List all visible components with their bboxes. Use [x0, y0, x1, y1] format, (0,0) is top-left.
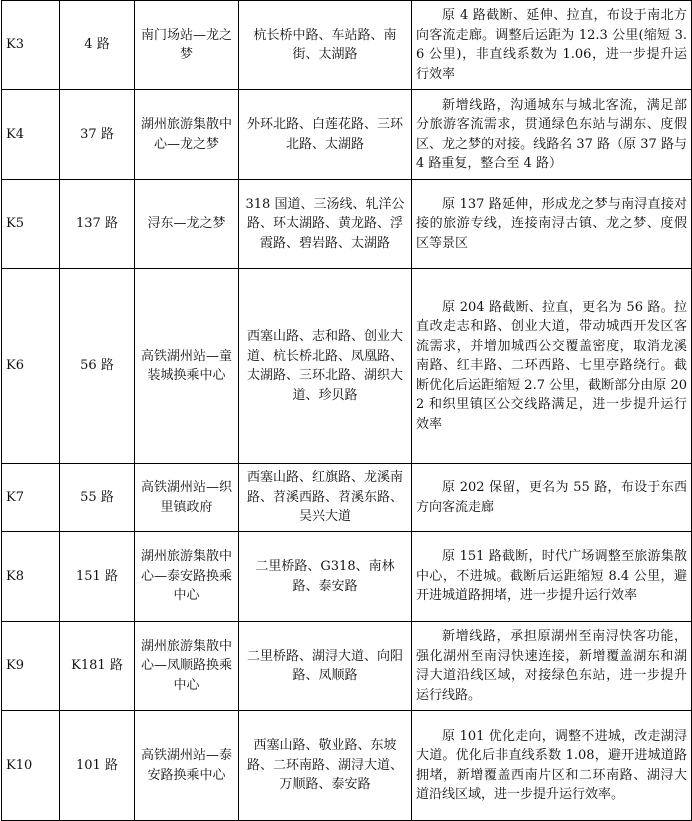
route-line-cell: K181 路 — [60, 622, 135, 711]
table-row — [2, 90, 692, 180]
route-terminals-cell: 湖州旅游集散中心—泰安路换乘中心 — [135, 532, 239, 622]
route-roads-cell: 318 国道、三汤线、轧洋公路、环太湖路、黄龙路、浮霞路、碧岩路、太湖路 — [239, 180, 412, 269]
route-description-cell: 原 101 优化走向，调整不进城，改走湖浔大道。优化后非直线系数 1.08，避开进城道路拥堵，新增覆盖西南片区和二环南路、湖浔大道沿线区域，进一步提升运行效率。 — [412, 711, 692, 821]
route-description-cell: 原 202 保留，更名为 55 路，布设于东西方向客流走廊 — [412, 464, 692, 532]
route-roads-cell: 二里桥路、G318、南林路、泰安路 — [239, 532, 412, 622]
route-terminals-cell: 浔东—龙之梦 — [135, 180, 239, 269]
route-terminals-cell: 湖州旅游集散中心—凤顺路换乘中心 — [135, 622, 239, 711]
route-id-cell: K4 — [2, 90, 60, 180]
route-id-cell: K8 — [2, 532, 60, 622]
route-terminals-cell: 高铁湖州站—泰安路换乘中心 — [135, 711, 239, 821]
route-roads-cell: 杭长桥中路、车站路、南街、太湖路 — [239, 1, 412, 90]
route-line-cell: 55 路 — [60, 464, 135, 532]
route-adjustment-table — [1, 0, 692, 821]
route-line-cell: 137 路 — [60, 180, 135, 269]
route-line-cell: 151 路 — [60, 532, 135, 622]
route-terminals-cell: 南门场站—龙之梦 — [135, 1, 239, 90]
route-line-cell: 4 路 — [60, 1, 135, 90]
route-terminals-cell: 高铁湖州站—织里镇政府 — [135, 464, 239, 532]
route-description-cell: 原 4 路截断、延伸、拉直，布设于南北方向客流走廊。调整后运距为 12.3 公里(缩短 3.6 公里)，非直线系数为 1.06，进一步提升运行效率 — [412, 1, 692, 90]
route-description-cell: 新增线路，承担原湖州至南浔快客功能，强化湖州至南浔快速连接，新增覆盖湖东和湖浔大道沿线区域，对接绿色东站，进一步提升运行线路。 — [412, 622, 692, 711]
table-row — [2, 622, 692, 711]
table-row — [2, 464, 692, 532]
table-row — [2, 1, 692, 90]
route-line-cell: 56 路 — [60, 269, 135, 464]
table-row — [2, 180, 692, 269]
route-id-cell: K7 — [2, 464, 60, 532]
route-id-cell: K9 — [2, 622, 60, 711]
route-id-cell: K5 — [2, 180, 60, 269]
table-row — [2, 269, 692, 464]
route-terminals-cell: 湖州旅游集散中心—龙之梦 — [135, 90, 239, 180]
route-roads-cell: 二里桥路、湖浔大道、向阳路、凤顺路 — [239, 622, 412, 711]
table-row — [2, 532, 692, 622]
route-description-cell: 原 151 路截断，时代广场调整至旅游集散中心，不进城。截断后运距缩短 8.4 公里，避开进城道路拥堵，进一步提升运行效率 — [412, 532, 692, 622]
route-roads-cell: 西塞山路、志和路、创业大道、杭长桥北路、凤凰路、太湖路、三环北路、湖织大道、珍贝路 — [239, 269, 412, 464]
route-id-cell: K10 — [2, 711, 60, 821]
route-terminals-cell: 高铁湖州站—童装城换乘中心 — [135, 269, 239, 464]
route-roads-cell: 西塞山路、红旗路、龙溪南路、苕溪西路、苕溪东路、吴兴大道 — [239, 464, 412, 532]
route-line-cell: 101 路 — [60, 711, 135, 821]
route-roads-cell: 西塞山路、敬业路、东坡路、二环南路、湖浔大道、万顺路、泰安路 — [239, 711, 412, 821]
route-description-cell: 新增线路，沟通城东与城北客流，满足部分旅游客流需求，贯通绿色东站与湖东、度假区、龙之梦的对接。线路名 37 路（原 37 路与 4 路重复，整合至 4 路） — [412, 90, 692, 180]
route-line-cell: 37 路 — [60, 90, 135, 180]
route-description-cell: 原 137 路延伸，形成龙之梦与南浔直接对接的旅游专线，连接南浔古镇、龙之梦、度假区等景区 — [412, 180, 692, 269]
route-description-cell: 原 204 路截断、拉直，更名为 56 路。拉直改走志和路、创业大道，带动城西开发区客流需求，并增加城西公交覆盖密度，取消龙溪南路、红丰路、二环西路、七里亭路绕行。截断优化后运距缩短 2.7 公里，截断部分由原 202 和织里镇区公交线路满足，进一步提升运行效率 — [412, 269, 692, 464]
table-row — [2, 711, 692, 821]
route-id-cell: K6 — [2, 269, 60, 464]
route-roads-cell: 外环北路、白莲花路、三环北路、太湖路 — [239, 90, 412, 180]
route-id-cell: K3 — [2, 1, 60, 90]
